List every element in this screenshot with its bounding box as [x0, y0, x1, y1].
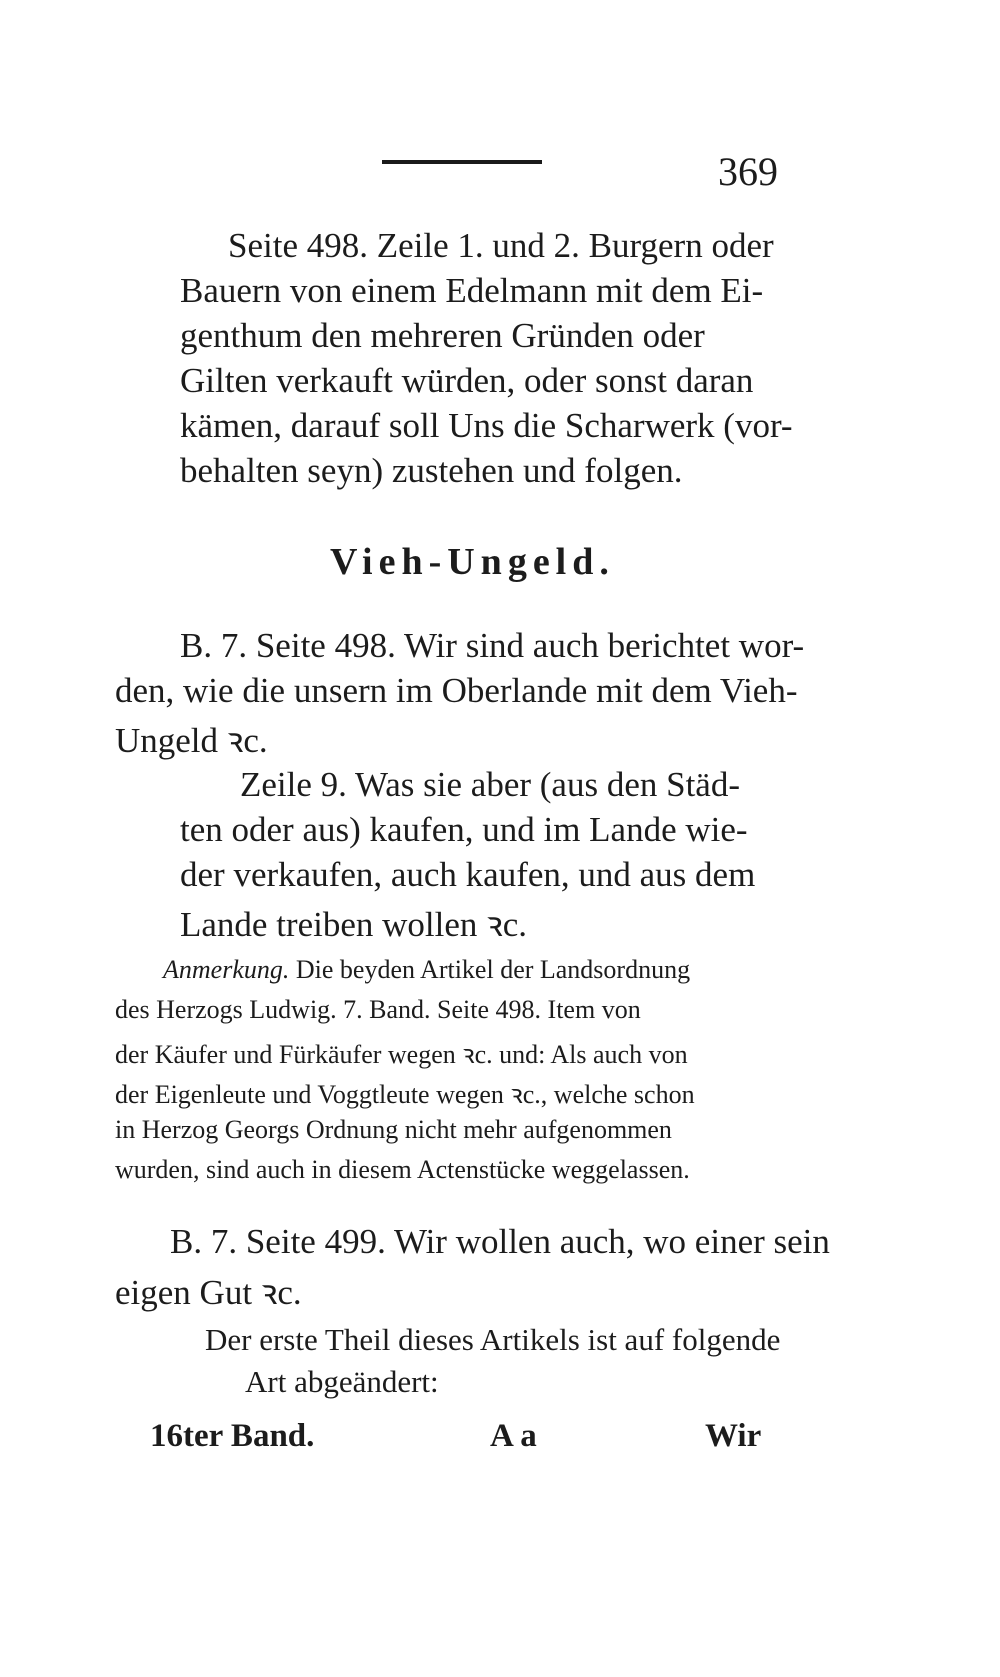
sheet-mark: A a: [490, 1418, 537, 1454]
text-line: kämen, darauf soll Uns die Scharwerk (vor-: [180, 406, 793, 445]
note-line: der Käufer und Fürkäufer wegen ꝛc. und: Als auch von: [115, 1040, 688, 1069]
note-text: Die beyden Artikel der Landsordnung: [295, 955, 691, 984]
note-line: in Herzog Georgs Ordnung nicht mehr aufgenommen: [115, 1115, 672, 1144]
note-line: wurden, sind auch in diesem Actenstücke weggelassen.: [115, 1155, 690, 1184]
note-label: Anmerkung.: [163, 955, 290, 984]
text-line: B. 7. Seite 498. Wir sind auch berichtet wor-: [180, 626, 805, 665]
text-line: der verkaufen, auch kaufen, und aus dem: [180, 855, 756, 894]
signature-mark: 16ter Band.: [150, 1418, 315, 1454]
note-line-first: [163, 955, 690, 985]
text-line: Bauern von einem Edelmann mit dem Ei-: [180, 271, 764, 310]
header-rule: [382, 160, 542, 164]
text-line: B. 7. Seite 499. Wir wollen auch, wo einer sein: [170, 1222, 830, 1261]
catchword: Wir: [705, 1418, 762, 1454]
section-heading: Vieh-Ungeld.: [330, 541, 615, 583]
text-line: den, wie die unsern im Oberlande mit dem Vieh-: [115, 671, 798, 710]
note-line: der Eigenleute und Voggtleute wegen ꝛc., welche schon: [115, 1080, 695, 1109]
page-number: 369: [718, 149, 778, 194]
text-line: genthum den mehreren Gründen oder: [180, 316, 705, 355]
text-line: Seite 498. Zeile 1. und 2. Burgern oder: [228, 226, 774, 265]
text-line: behalten seyn) zustehen und folgen.: [180, 451, 683, 490]
text-line: Zeile 9. Was sie aber (aus den Städ-: [240, 765, 740, 804]
text-line: Art abgeändert:: [245, 1364, 439, 1399]
text-line: eigen Gut ꝛc.: [115, 1273, 302, 1312]
text-line: ten oder aus) kaufen, und im Lande wie-: [180, 810, 748, 849]
text-line: Der erste Theil dieses Artikels ist auf folgende: [205, 1322, 781, 1357]
note-line: des Herzogs Ludwig. 7. Band. Seite 498. Item von: [115, 995, 641, 1024]
text-line: Gilten verkauft würden, oder sonst daran: [180, 361, 754, 400]
text-line: Lande treiben wollen ꝛc.: [180, 905, 528, 944]
text-line: Ungeld ꝛc.: [115, 721, 268, 760]
